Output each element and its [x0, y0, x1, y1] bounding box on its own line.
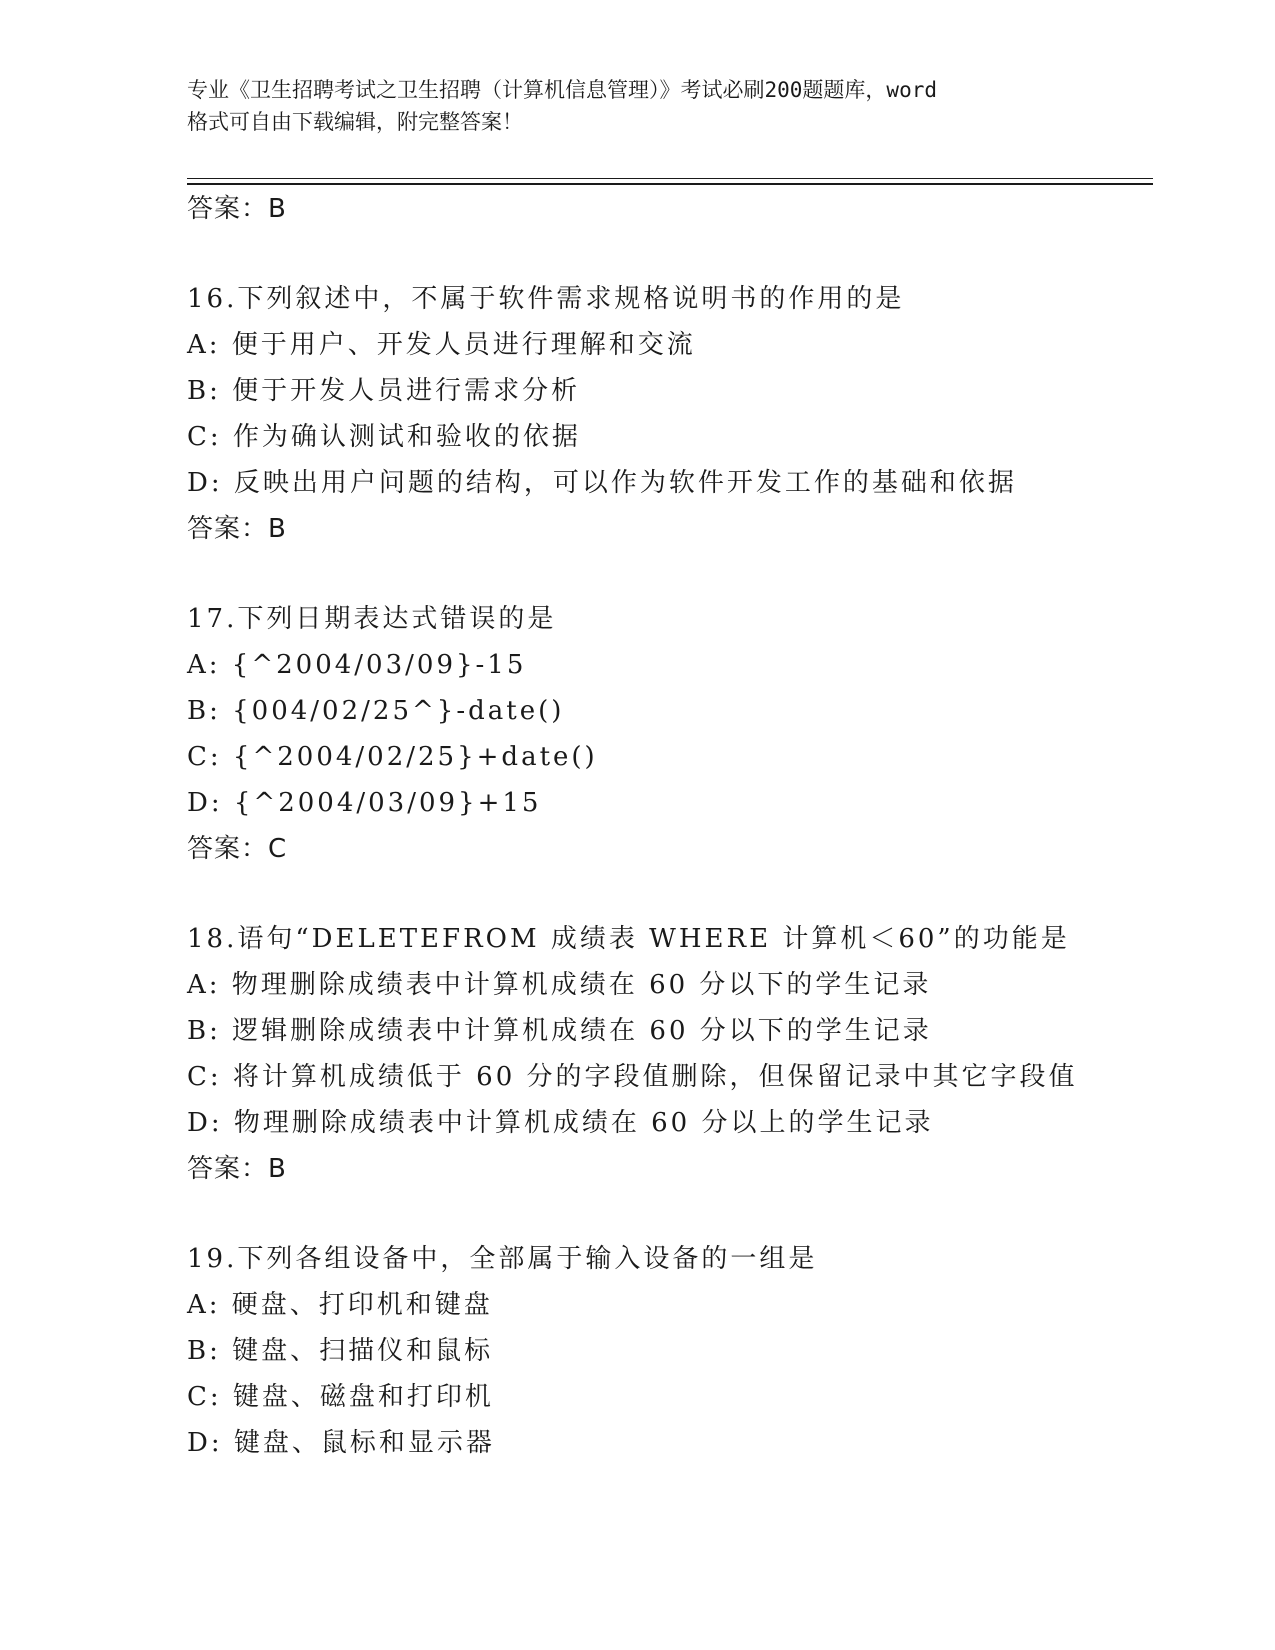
option-b: B: {004/02/25^}-date()	[187, 696, 565, 726]
answer-line: 答案：B	[187, 194, 287, 224]
question-stem: 18.语句“DELETEFROM 成绩表 WHERE 计算机＜60”的功能是	[187, 924, 1070, 954]
question-stem: 19.下列各组设备中，全部属于输入设备的一组是	[187, 1244, 818, 1274]
question-16	[187, 276, 1147, 552]
question-17	[187, 596, 1147, 872]
option-d: D: 反映出用户问题的结构，可以作为软件开发工作的基础和依据	[187, 468, 1017, 498]
document-header	[187, 74, 1087, 138]
document-body	[187, 186, 1147, 1466]
question-18	[187, 916, 1147, 1192]
option-d: D: 物理删除成绩表中计算机成绩在 60 分以上的学生记录	[187, 1108, 934, 1138]
header-line-2: 格式可自由下载编辑，附完整答案！	[187, 110, 523, 134]
question-stem: 17.下列日期表达式错误的是	[187, 604, 557, 634]
question-19	[187, 1236, 1147, 1466]
answer-line: 答案：B	[187, 514, 287, 544]
option-b: B: 逻辑删除成绩表中计算机成绩在 60 分以下的学生记录	[187, 1016, 932, 1046]
option-b: B: 便于开发人员进行需求分析	[187, 376, 581, 406]
header-line-1: 专业《卫生招聘考试之卫生招聘（计算机信息管理）》考试必刷200题题库，word	[187, 78, 937, 102]
answer-line: 答案：C	[187, 834, 288, 864]
option-a: A: 硬盘、打印机和键盘	[187, 1290, 493, 1320]
header-divider-thick	[187, 183, 1153, 185]
option-c: C: 键盘、磁盘和打印机	[187, 1382, 494, 1412]
option-a: A: 便于用户、开发人员进行理解和交流	[187, 330, 696, 360]
option-c: C: {^2004/02/25}+date()	[187, 742, 598, 772]
answer-line: 答案：B	[187, 1154, 287, 1184]
question-stem: 16.下列叙述中，不属于软件需求规格说明书的作用的是	[187, 284, 905, 314]
option-a: A: {^2004/03/09}-15	[187, 650, 527, 680]
option-d: D: 键盘、鼠标和显示器	[187, 1428, 495, 1458]
option-d: D: {^2004/03/09}+15	[187, 788, 542, 818]
option-c: C: 作为确认测试和验收的依据	[187, 422, 581, 452]
option-a: A: 物理删除成绩表中计算机成绩在 60 分以下的学生记录	[187, 970, 932, 1000]
header-divider-thin	[187, 178, 1153, 179]
option-b: B: 键盘、扫描仪和鼠标	[187, 1336, 494, 1366]
option-c: C: 将计算机成绩低于 60 分的字段值删除，但保留记录中其它字段值	[187, 1062, 1078, 1092]
